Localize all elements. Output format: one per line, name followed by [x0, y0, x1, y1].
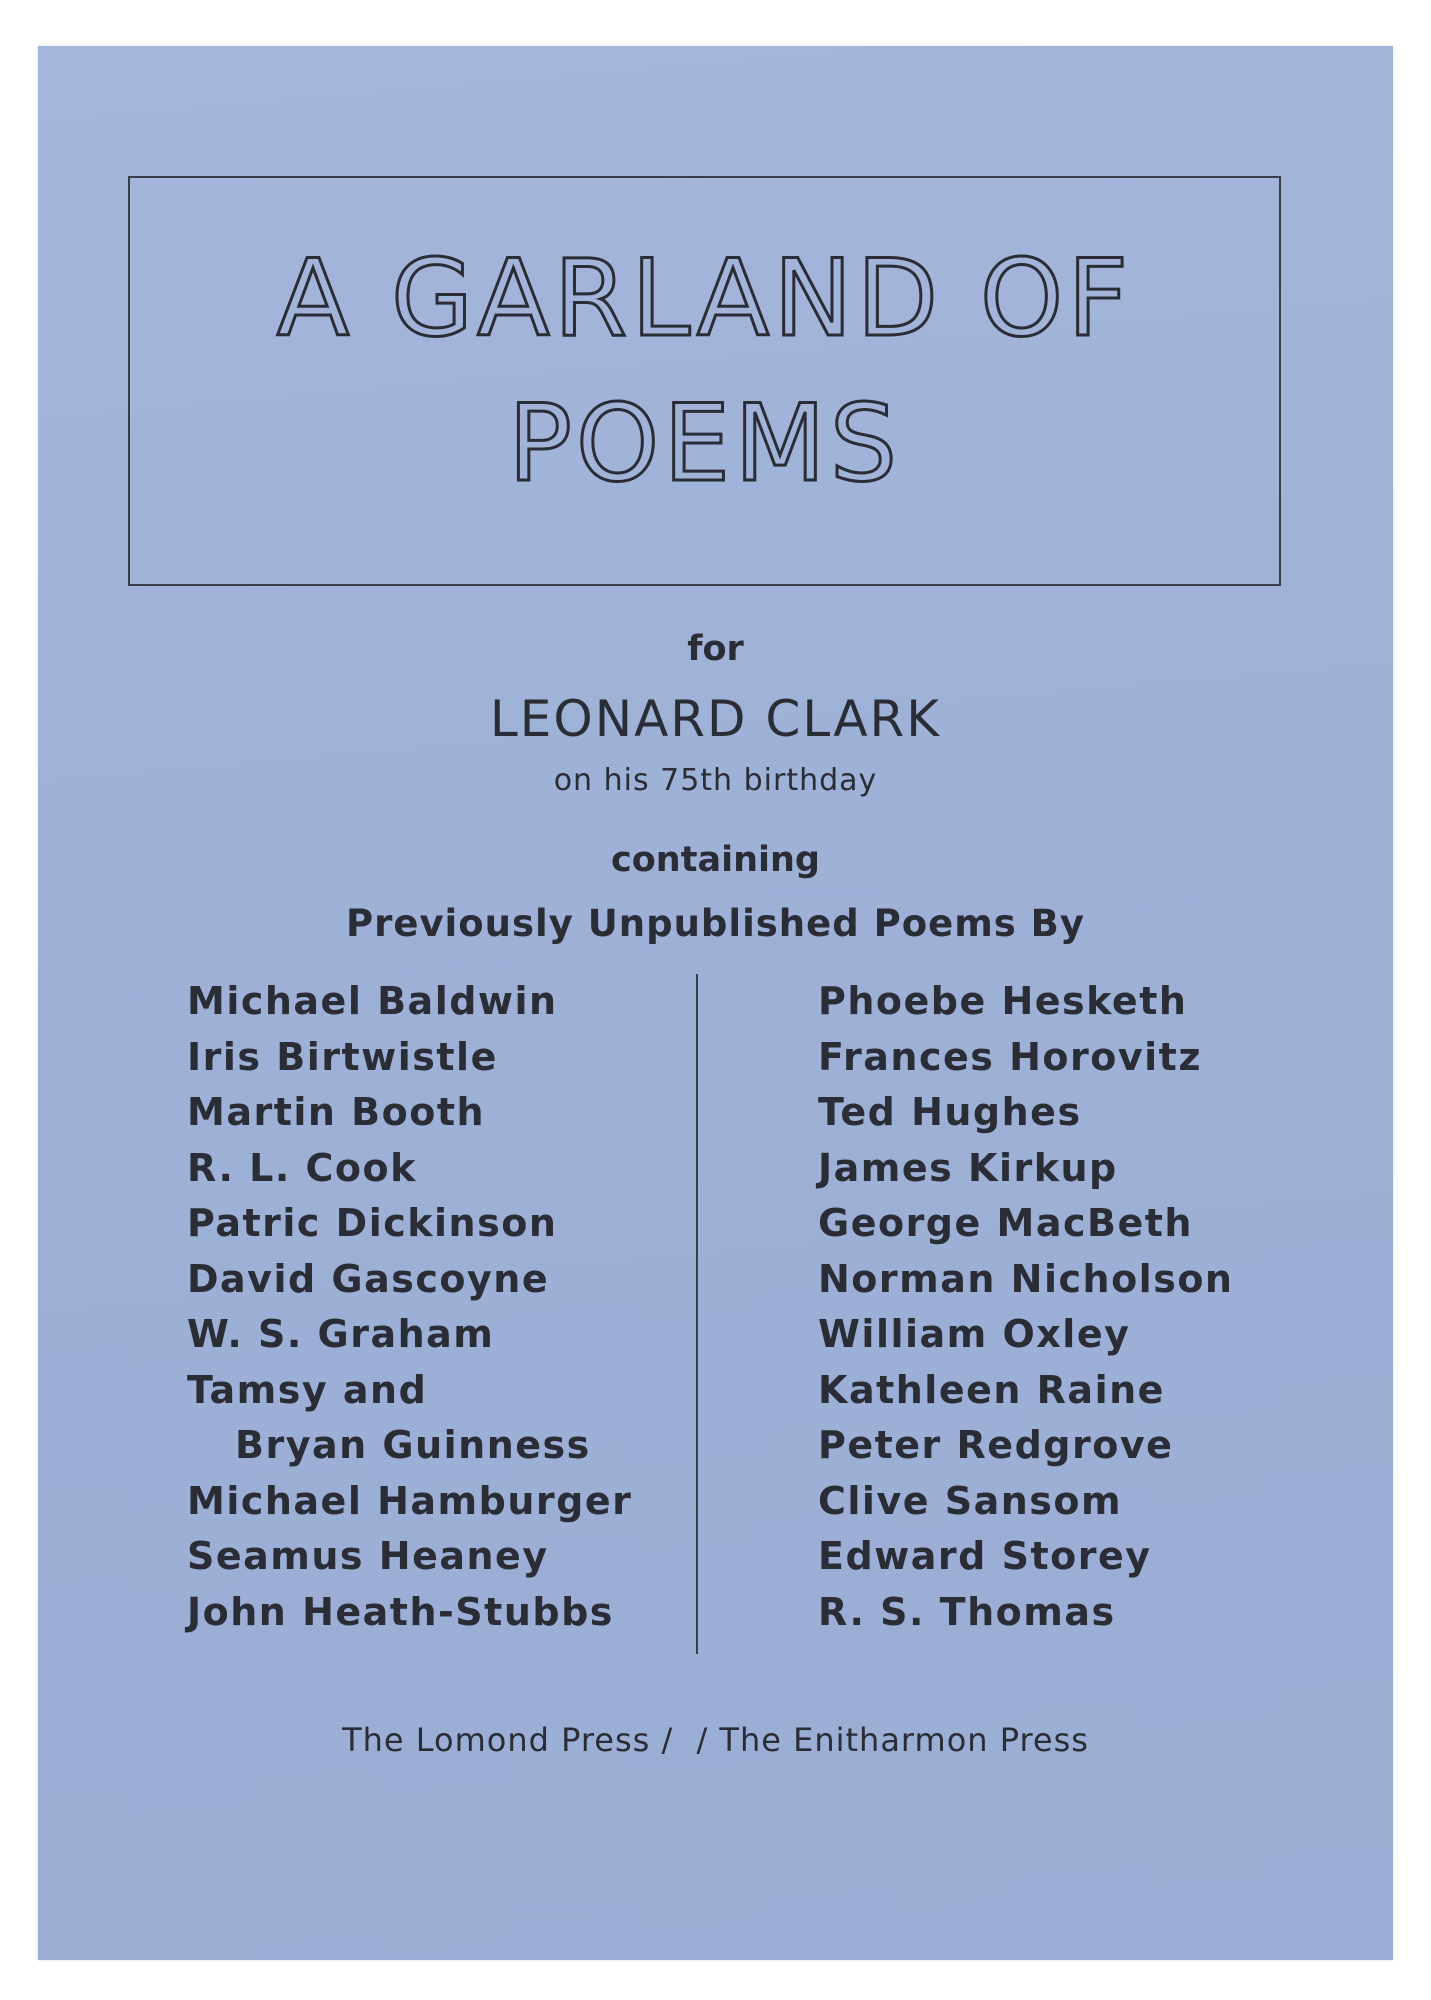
- contributor-name: George MacBeth: [818, 1201, 1193, 1245]
- contributor-name: Ted Hughes: [818, 1090, 1082, 1134]
- contributor-name: Patric Dickinson: [187, 1201, 558, 1245]
- contributor-name: R. L. Cook: [187, 1145, 417, 1190]
- title-frame: [128, 176, 1281, 586]
- contributor-name: Frances Horovitz: [818, 1034, 1202, 1079]
- publisher-lomond: The Lomond Press /: [342, 1721, 674, 1759]
- contributors-left-column: [187, 974, 632, 1640]
- title-line-1: A GARLAND OF: [276, 237, 1133, 360]
- contributor-name: Tamsy and: [187, 1367, 428, 1412]
- contributor-name: Iris Birtwistle: [187, 1034, 498, 1079]
- contributors-right-column: [818, 974, 1234, 1640]
- honoree-name: LEONARD CLARK: [489, 690, 942, 748]
- contributor-name: Phoebe Hesketh: [818, 979, 1188, 1023]
- contributor-name: David Gascoyne: [187, 1256, 550, 1301]
- dedication-for: for: [687, 629, 744, 669]
- contributor-name: Michael Baldwin: [187, 979, 558, 1023]
- contributor-name: Michael Hamburger: [187, 1478, 633, 1523]
- occasion-line: on his 75th birthday: [553, 763, 878, 798]
- contributor-name: Seamus Heaney: [187, 1534, 549, 1578]
- contents-subtitle: Previously Unpublished Poems By: [345, 902, 1086, 945]
- contributor-name: James Kirkup: [818, 1145, 1118, 1190]
- book-cover: [38, 46, 1393, 1960]
- contributor-name: Peter Redgrove: [818, 1423, 1174, 1467]
- title-line-2: POEMS: [507, 382, 902, 505]
- contributor-name: Martin Booth: [187, 1090, 486, 1134]
- contributor-name: Kathleen Raine: [818, 1367, 1165, 1412]
- column-divider: [696, 974, 698, 1654]
- contributor-name: Clive Sansom: [818, 1478, 1123, 1523]
- publisher-enitharmon: / The Enitharmon Press: [696, 1721, 1089, 1759]
- publishers-line: [38, 1721, 1393, 1759]
- contributor-name: William Oxley: [818, 1312, 1131, 1356]
- contributor-name: John Heath-Stubbs: [187, 1589, 614, 1634]
- contributor-name: Norman Nicholson: [818, 1256, 1234, 1301]
- contributor-name: W. S. Graham: [187, 1312, 495, 1356]
- contributor-name: Edward Storey: [818, 1534, 1152, 1578]
- contributor-name: R. S. Thomas: [818, 1589, 1116, 1634]
- containing-label: containing: [611, 840, 820, 880]
- contributor-name: Bryan Guinness: [235, 1423, 591, 1467]
